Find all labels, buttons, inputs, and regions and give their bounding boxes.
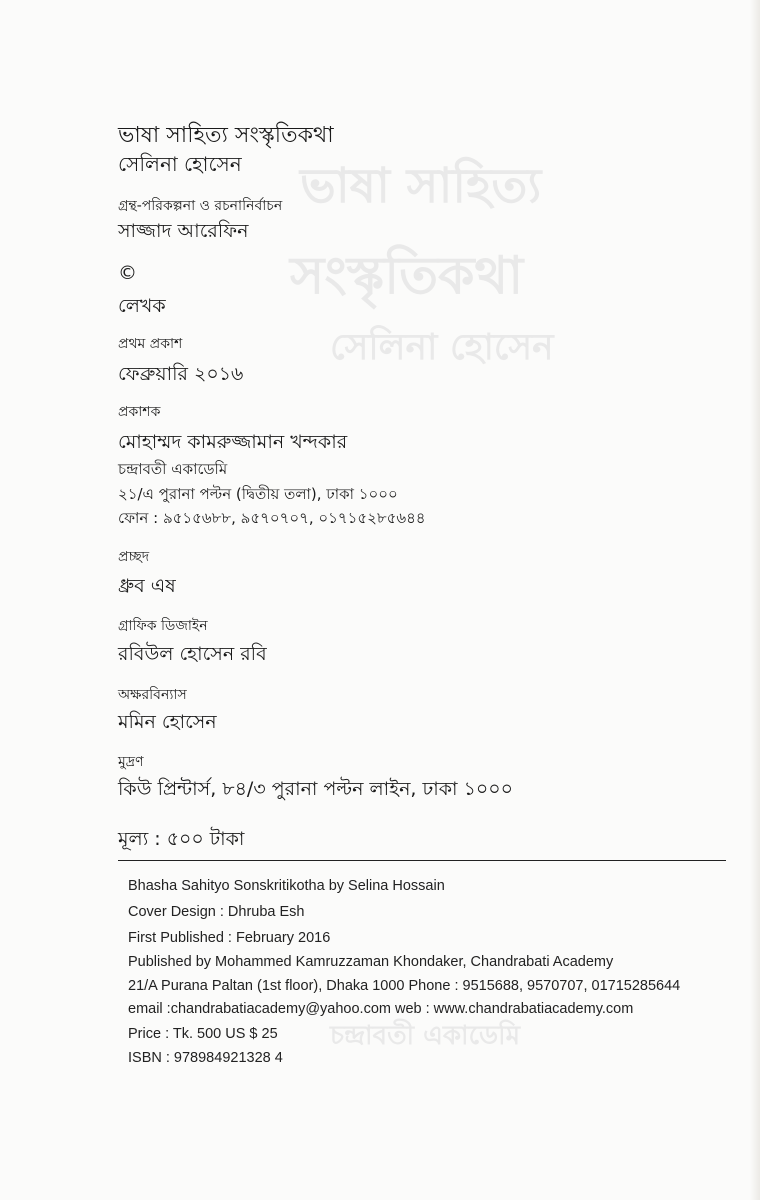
printing-label: মুদ্রণ [118,754,144,770]
book-title: ভাষা সাহিত্য সংস্কৃতিকথা [118,123,334,148]
first-edition-label: প্রথম প্রকাশ [118,336,183,352]
typesetting-label: অক্ষরবিন্যাস [118,687,187,703]
separator-rule [118,860,726,861]
printing-value: কিউ প্রিন্টার্স, ৮৪/৩ পুরানা পল্টন লাইন, ঢাকা ১০০০ [118,778,513,800]
english-isbn-line: ISBN : 978984921328 4 [128,1050,283,1066]
graphic-design-value: রবিউল হোসেন রবি [118,643,267,665]
book-author: সেলিনা হোসেন [118,152,242,176]
english-price-line: Price : Tk. 500 US $ 25 [128,1026,278,1042]
english-title-line: Bhasha Sahityo Sonskritikotha by Selina Hossain [128,878,445,894]
planning-value: সাজ্জাদ আরেফিন [118,220,249,242]
show-through-subtitle: সংস্কৃতিকথা [290,246,524,306]
page-edge-shadow [750,0,760,1200]
publisher-name: মোহাম্মদ কামরুজ্জামান খন্দকার [118,431,348,453]
show-through-author: সেলিনা হোসেন [330,327,554,368]
cover-label: প্রচ্ছদ [118,549,150,565]
publisher-phone: ফোন : ৯৫১৫৬৮৮, ৯৫৭০৭০৭, ০১৭১৫২৮৫৬৪৪ [118,509,426,527]
english-published-date-line: First Published : February 2016 [128,930,331,946]
cover-value: ধ্রুব এষ [118,575,176,597]
english-cover-line: Cover Design : Dhruba Esh [128,904,305,920]
publisher-address: ২১/এ পুরানা পল্টন (দ্বিতীয় তলা), ঢাকা ১০০০ [118,485,398,503]
copyright-symbol: © [118,262,137,284]
first-edition-value: ফেব্রুয়ারি ২০১৬ [118,363,244,385]
publisher-org: চন্দ্রাবতী একাডেমি [118,460,228,478]
copyright-holder: লেখক [118,295,166,317]
show-through-title: ভাষা সাহিত্য [300,158,542,214]
price-bangla: মূল্য : ৫০০ টাকা [118,828,245,850]
english-address-line: 21/A Purana Paltan (1st floor), Dhaka 1000 Phone : 9515688, 9570707, 01715285644 [128,978,681,994]
typesetting-value: মমিন হোসেন [118,711,217,733]
english-contact-line: email :chandrabatiacademy@yahoo.com web : www.chandrabatiacademy.com [128,1001,634,1017]
show-through-footer: চন্দ্রাবতী একাডেমি [330,1021,521,1051]
english-publisher-line: Published by Mohammed Kamruzzaman Khondaker, Chandrabati Academy [128,954,614,970]
planning-label: গ্রন্থ-পরিকল্পনা ও রচনানির্বাচন [118,198,283,214]
graphic-design-label: গ্রাফিক ডিজাইন [118,618,208,634]
publisher-label: প্রকাশক [118,404,161,420]
